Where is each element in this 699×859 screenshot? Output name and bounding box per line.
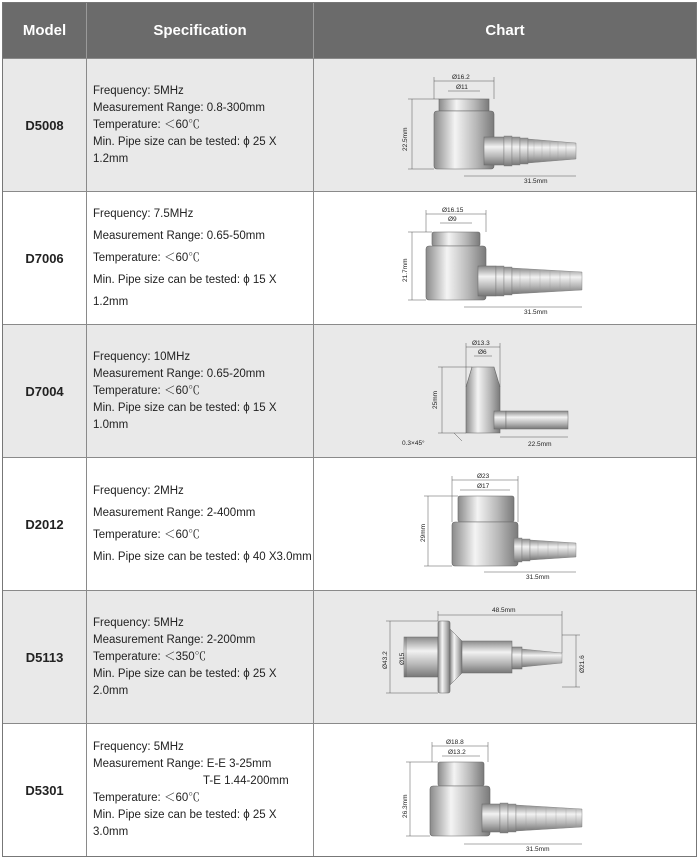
spec-temperature: Temperature: ＜350℃ [93, 650, 207, 663]
dim-tip-diameter: Ø21.6 [579, 655, 586, 673]
dim-outer-diameter: Ø23 [477, 473, 490, 480]
spec-range-continued: T-E 1.44-200mm [203, 775, 289, 787]
spec-cell [87, 59, 314, 191]
probe-drawing [314, 192, 696, 325]
spec-cell [87, 591, 314, 723]
chart-cell [314, 724, 696, 856]
spec-frequency: Frequency: 2MHz [93, 485, 184, 497]
table-row [3, 457, 696, 590]
chart-cell [314, 325, 696, 457]
chart-cell [314, 458, 696, 590]
dim-inner-diameter: Ø17 [477, 483, 490, 490]
spec-min-pipe: Min. Pipe size can be tested: ϕ 40 X3.0mm [93, 551, 312, 563]
probe-drawing [314, 458, 696, 591]
dim-height: 26.3mm [402, 794, 409, 818]
spec-cell [87, 458, 314, 590]
dim-height: 22.5mm [402, 127, 409, 151]
table-row [3, 723, 696, 856]
dim-outer-diameter: Ø13.3 [472, 340, 490, 347]
dim-length: 31.5mm [526, 846, 550, 853]
spec-range: Measurement Range: 0.65-20mm [93, 367, 265, 380]
probe-drawing [314, 724, 696, 857]
dim-outer-diameter: Ø16.15 [442, 207, 464, 214]
dim-flange-diameter: Ø43.2 [382, 651, 389, 669]
spec-temperature: Temperature: ＜60℃ [93, 529, 200, 541]
dim-height: 21.7mm [402, 258, 409, 282]
spec-frequency: Frequency: 5MHz [93, 741, 184, 753]
probe-drawing [314, 59, 696, 192]
spec-temperature: Temperature: ＜60℃ [93, 384, 200, 397]
dim-length: 31.5mm [524, 178, 548, 185]
dim-inner-diameter: Ø11 [456, 84, 468, 91]
spec-range: Measurement Range: 0.8-300mm [93, 101, 265, 114]
spec-cell [87, 325, 314, 457]
probe-spec-table [2, 2, 697, 857]
model-cell: D5008 [3, 59, 87, 191]
spec-min-pipe: Min. Pipe size can be tested: ϕ 15 X 1.0mm [93, 401, 277, 431]
model-cell: D7006 [3, 192, 87, 324]
table-row [3, 58, 696, 191]
spec-range: Measurement Range: 0.65-50mm [93, 230, 265, 242]
spec-frequency: Frequency: 5MHz [93, 616, 184, 629]
chart-cell [314, 591, 696, 723]
dim-height: 29mm [420, 523, 427, 542]
table-row [3, 191, 696, 324]
chart-cell [314, 59, 696, 191]
dim-outer-diameter: Ø18.8 [446, 739, 464, 746]
dim-outer-diameter: Ø16.2 [452, 74, 470, 81]
spec-frequency: Frequency: 5MHz [93, 84, 184, 97]
spec-cell [87, 192, 314, 324]
dim-length: 31.5mm [524, 309, 548, 316]
model-cell: D5113 [3, 591, 87, 723]
table-header [3, 3, 696, 58]
spec-range: Measurement Range: E-E 3-25mm [93, 758, 272, 770]
spec-temperature: Temperature: ＜60℃ [93, 252, 200, 264]
dim-body-diameter: Ø15 [399, 652, 406, 665]
model-cell: D5301 [3, 724, 87, 856]
header-model: Model [3, 3, 87, 58]
model-cell: D2012 [3, 458, 87, 590]
spec-frequency: Frequency: 7.5MHz [93, 208, 194, 220]
probe-drawing [314, 591, 696, 724]
dim-inner-diameter: Ø13.2 [448, 749, 466, 756]
model-cell: D7004 [3, 325, 87, 457]
dim-chamfer: 0.3×45° [402, 440, 425, 447]
table-row [3, 590, 696, 723]
spec-cell [87, 724, 314, 856]
spec-min-pipe: Min. Pipe size can be tested: ϕ 25 X 3.0mm [93, 809, 277, 838]
spec-range: Measurement Range: 2-200mm [93, 633, 256, 646]
probe-drawing [314, 325, 696, 458]
spec-temperature: Temperature: ＜60℃ [93, 792, 200, 804]
dim-length: 31.5mm [526, 574, 550, 581]
header-chart: Chart [485, 22, 525, 39]
dim-length: 48.5mm [492, 607, 516, 614]
dim-inner-diameter: Ø9 [448, 216, 457, 223]
spec-range: Measurement Range: 2-400mm [93, 507, 256, 519]
spec-frequency: Frequency: 10MHz [93, 350, 191, 363]
header-specification: Specification [87, 3, 314, 58]
spec-min-pipe: Min. Pipe size can be tested: ϕ 25 X 2.0mm [93, 667, 277, 697]
table-row [3, 324, 696, 457]
dim-inner-diameter: Ø6 [478, 349, 487, 356]
chart-cell [314, 192, 696, 324]
spec-min-pipe: Min. Pipe size can be tested: ϕ 25 X 1.2mm [93, 135, 277, 165]
spec-temperature: Temperature: ＜60℃ [93, 118, 200, 131]
spec-min-pipe: Min. Pipe size can be tested: ϕ 15 X 1.2mm [93, 274, 277, 308]
dim-height: 25mm [432, 390, 439, 409]
dim-length: 22.5mm [528, 441, 552, 448]
